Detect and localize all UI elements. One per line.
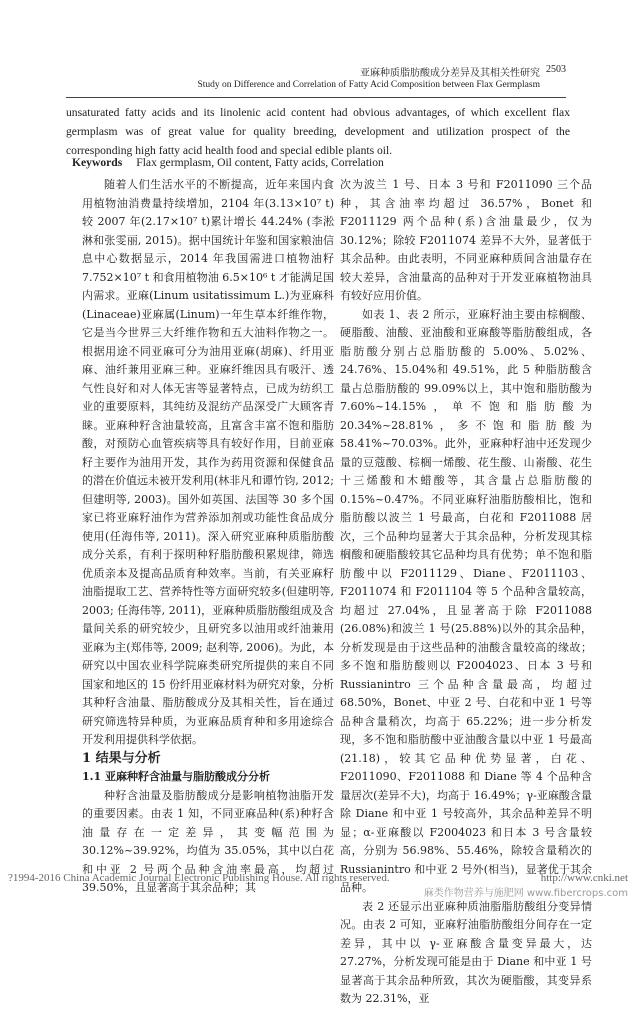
section-heading: 1 结果与分析 (82, 750, 161, 766)
body-paragraph: 如表 1、表 2 所示，亚麻籽油主要由棕榈酸、硬脂酸、油酸、亚油酸和亚麻酸等脂肪酸组成，各脂肪酸分别占总脂肪酸的 5.00%、5.02%、24.76%、15.04%和 49.51%，此 5 种脂肪酸含量占总脂肪酸的 99.09%以上，其中饱和脂肪酸为 7.60%~14.15%，单不饱和脂肪酸为 20.34%~28.81%，多不饱和脂肪酸为 58.41%~70.03%。此外，亚麻种籽油中还发现少量的豆蔻酸、棕榈一烯酸、花生酸、山嵛酸、花生十三烯酸和木蜡酸等，其含量占总脂肪酸的 0.15%~0.47%。不同亚麻籽油脂肪酸相比，饱和脂肪酸以波兰 1 号最高，白花和 F2011088 居次，三个品种均显著大于其余品种，分析发现其棕榈酸和硬脂酸较其它品种均具有优势；单不饱和脂肪酸中以 F2011129、Diane、F2011103、F2011074 和 F2011104 等 5 个品种含量较高，均超过 27.04%，且显著高于除 F2011088 (26.08%)和波兰 1 号(25.88%)以外的其余品种，分析发现是由于这些品种的油酸含量较高的缘故；多不饱和脂肪酸则以 F2004023、日本 3 号和 Russianintro 三个品种含量最高，均超过 68.50%，Bonet、中亚 2 号、白花和中亚 1 号等品种含量稍次，均高于 65.22%；进一步分析发现，多不饱和脂肪酸中亚油酸含量以中亚 1 号最高(21.18)，较其它品种优势显著，白花、F2011090、F2011088 和 Diane 等 4 个品种含量居次(差异不大)，均高于 16.49%；γ-亚麻酸含量除 Diane 和中亚 1 号较高外，其余品种差异不明显；α-亚麻酸以 F2004023 和日本 3 号含量较高，分别为 56.98%、55.46%，除较含量稍次的 Russianintro 和中亚 2 号外(相当)，显著优于其余品种。 (340, 307, 592, 894)
keywords-line (72, 156, 570, 169)
running-header-title-en: Study on Difference and Correlation of Fatty Acid Composition between Flax Germplasm (197, 80, 540, 90)
header-rule (66, 97, 566, 98)
keywords-text: Flax germplasm, Oil content, Fatty acids, Correlation (136, 156, 384, 169)
page-footer (8, 872, 628, 884)
footer-copyright: ?1994-2016 China Academic Journal Electronic Publishing House. All rights reserved. (8, 872, 390, 884)
abstract-tail: unsaturated fatty acids and its linolenic acid content had obvious advantages, of which excellent flax germplasm was of great value for quality breeding, development and utilization prospect of the corresponding high fatty acid health food and special edible plants oil. (66, 106, 570, 157)
footer-url[interactable]: http://www.cnki.net (540, 872, 628, 884)
keywords-label: Keywords (72, 156, 123, 169)
body-paragraph: 表 2 还显示出亚麻种质油脂脂肪酸组分变异情况。由表 2 可知，亚麻籽油脂肪酸组分间存在一定差异，其中以 γ-亚麻酸含量变异最大，达 27.27%，分析发现可能是由于 Diane 和中亚 1 号显著高于其余品种所致，其次为硬脂酸，其变异系数为 22.31%，亚 (340, 899, 592, 1005)
subsection-heading: 1.1 亚麻种籽含油量与脂肪酸成分分析 (82, 770, 270, 783)
page-number: 2503 (546, 64, 566, 75)
left-column (82, 176, 334, 898)
running-header-title-cn: 亚麻种质脂肪酸成分差异及其相关性研究 (360, 68, 540, 79)
intro-paragraph: 随着人们生活水平的不断提高，近年来国内食用植物油消费量持续增加，2104 年(3.13×10⁷ t)较 2007 年(2.17×10⁷ t)累计增长 44.24% (李淞淋和张雯丽, 2015)。据中国统计年鉴和国家粮油信息中心数据显示，2014 年我国需进口植物油籽 7.752×10⁷ t 和食用植物油 6.5×10⁶ t 才能满足国内需求。亚麻(Linum usitatissimum L.)为亚麻科(Linaceae)亚麻属(Linum)一年生草本纤维作物，它是当今世界三大纤维作物和五大油料作物之一。根据用途不同亚麻可分为油用亚麻(胡麻)、纤用亚麻、油纤兼用亚麻三种。亚麻纤维因具有吸汗、透气性良好和对人体无害等显著特点，已成为纺织工业的重要原料，其纯纺及混纺产品深受广大顾客青睐。亚麻种籽含油量较高，且富含丰富不饱和脂肪酸，对预防心血管疾病等具有较好作用，目前亚麻籽主要作为油用开发，其作为药用资源和保健食品的潜在价值远未被开发利用(林非凡和谭竹钧, 2012; 但建明等, 2003)。国外如英国、法国等 30 多个国家已将亚麻籽油作为营养添加剂或功能性食品成分使用(任海伟等, 2011)。深入研究亚麻种质脂肪酸成分关系，有利于探明种籽脂肪酸积累规律，筛选优质亲本及提高品质育种效率。当前，有关亚麻籽油脂提取工艺、营养特性等方面研究较多(但建明等, 2003; 任海伟等, 2011)，亚麻种质脂肪酸组成及含量间关系的研究较少，且研究多以油用或纤油兼用亚麻为主(郑伟等, 2009; 赵利等, 2006)。为此，本研究以中国农业科学院麻类研究所提供的来自不同国家和地区的 15 份纤用亚麻材料为研究对象，分析其种籽含油量、脂肪酸成分及其相关性，旨在通过研究筛选特异种质，为亚麻品质育种和多用途综合开发利用提供科学依据。 (82, 178, 334, 746)
body-paragraph: 种籽含油量及脂肪酸成分是影响植物油脂开发的重要因素。由表 1 知，不同亚麻品种(系)种籽含油量存在一定差异，其变幅范围为 30.12%~39.92%，均值为 35.05%，其中以白花和中亚 2 号两个品种含油率最高，均超过 39.50%，且显著高于其余品种；其 (82, 788, 334, 894)
watermark: 麻类作物营养与施肥网 www.fibercrops.com (423, 888, 628, 899)
body-paragraph: 次为波兰 1 号、日本 3 号和 F2011090 三个品种，其含油率均超过 36.57%，Bonet 和 F2011129 两个品种(系)含油量最少，仅为 30.12%；除较 F2011074 差异不大外，显著低于其余品种。由此表明，不同亚麻种质间含油量存在较大差异，含油量高的品种对于开发亚麻植物油具有较好应用价值。 (340, 178, 592, 302)
